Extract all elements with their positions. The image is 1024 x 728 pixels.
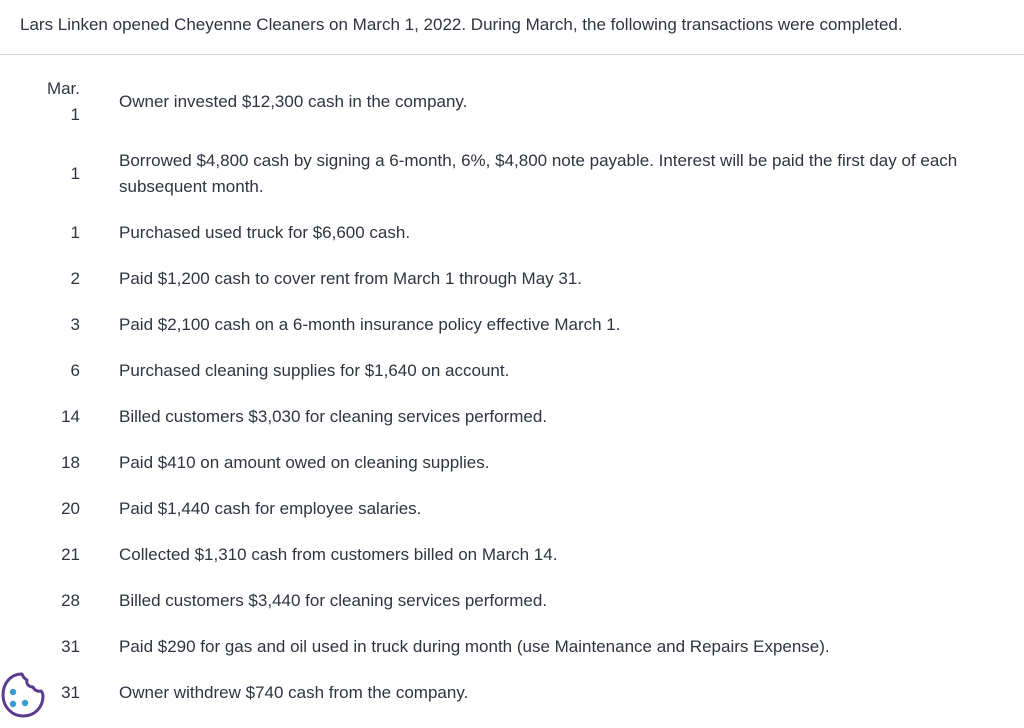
transaction-description: Paid $2,100 cash on a 6-month insurance policy effective March 1. [119, 315, 621, 334]
transaction-description: Paid $290 for gas and oil used in truck during month (use Maintenance and Repairs Expense). [119, 637, 830, 656]
transaction-description: Collected $1,310 cash from customers billed on March 14. [119, 545, 558, 564]
transaction-date: 31 [61, 637, 80, 656]
cookie-consent-icon[interactable] [0, 670, 46, 720]
transaction-date: 31 [61, 683, 80, 702]
transaction-description: Paid $410 on amount owed on cleaning supplies. [119, 453, 490, 472]
transaction-date: 1 [70, 105, 80, 124]
transaction-description: Purchased used truck for $6,600 cash. [119, 223, 411, 242]
transaction-date: 2 [70, 269, 80, 288]
transaction-description: Paid $1,440 cash for employee salaries. [119, 499, 422, 518]
transaction-date: 6 [70, 361, 80, 380]
transaction-description: Billed customers $3,440 for cleaning services performed. [119, 591, 548, 610]
transaction-date: 1 [70, 223, 80, 242]
divider [0, 54, 1024, 55]
transaction-date: 21 [61, 545, 80, 564]
transaction-date: 14 [61, 407, 80, 426]
transaction-description: Purchased cleaning supplies for $1,640 on account. [119, 361, 510, 380]
transaction-date: 18 [61, 453, 80, 472]
cookie-icon [0, 670, 46, 720]
transaction-date: 1 [70, 164, 80, 183]
transaction-description: Owner invested $12,300 cash in the company. [119, 92, 468, 111]
transaction-description: Borrowed $4,800 cash by signing a 6-month, 6%, $4,800 note payable. Interest will be paid the first day of each subsequent month. [119, 151, 958, 196]
transaction-description: Paid $1,200 cash to cover rent from March 1 through May 31. [119, 269, 583, 288]
transaction-date: 20 [61, 499, 80, 518]
transaction-date: 3 [70, 315, 80, 334]
month-label: Mar. [46, 79, 80, 98]
transaction-date: 28 [61, 591, 80, 610]
transaction-description: Owner withdrew $740 cash from the company. [119, 683, 469, 702]
problem-intro: Lars Linken opened Cheyenne Cleaners on March 1, 2022. During March, the following transactions were completed. [20, 15, 903, 34]
transaction-description: Billed customers $3,030 for cleaning services performed. [119, 407, 548, 426]
